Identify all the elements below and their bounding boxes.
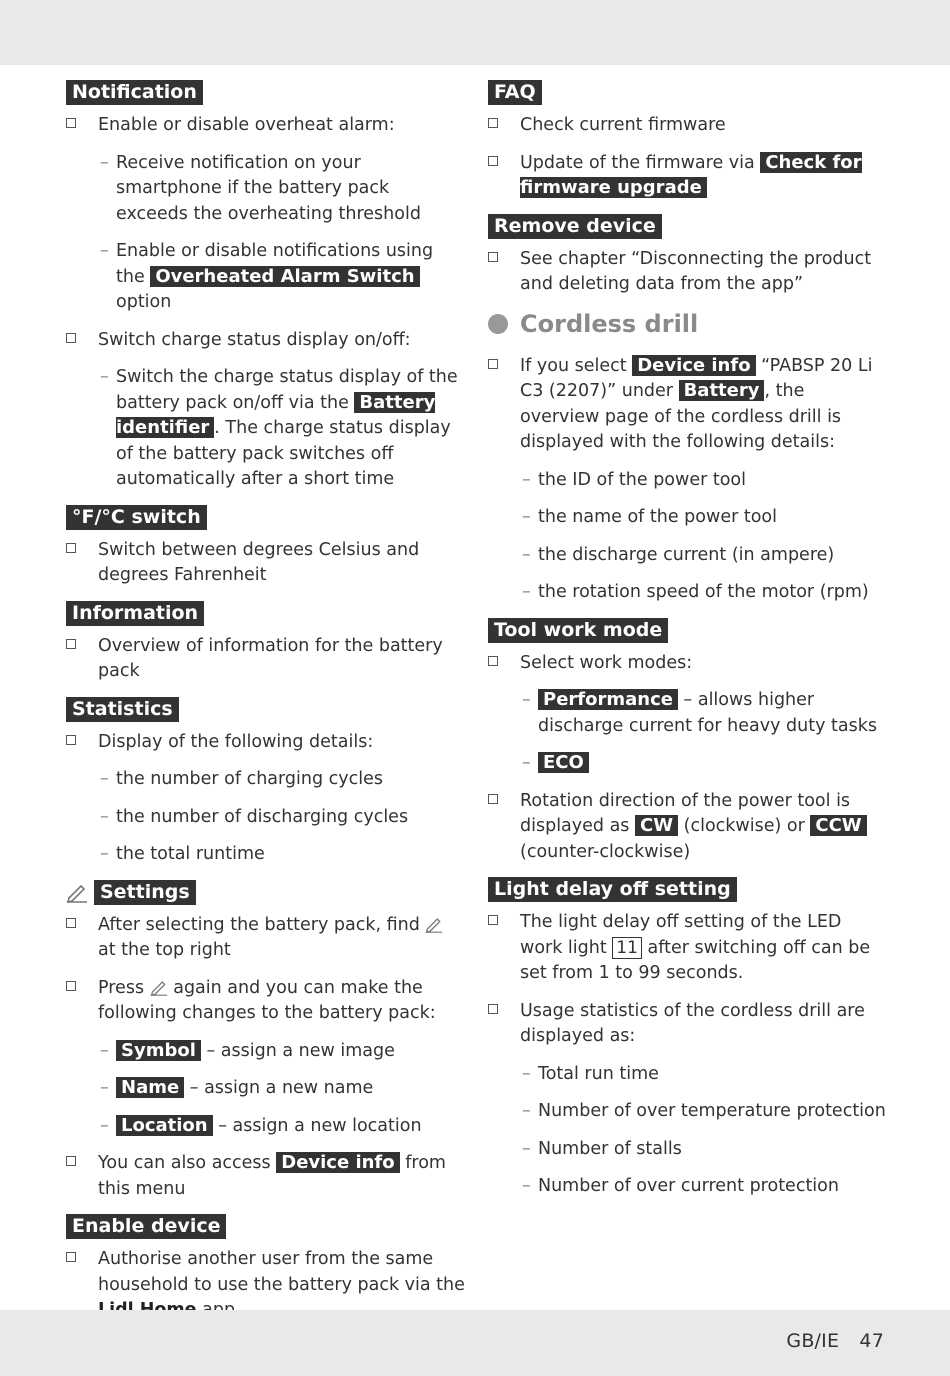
sub-item: – Symbol – assign a new image <box>66 1039 466 1065</box>
heading-light-delay: Light delay off setting <box>488 877 737 902</box>
dash-icon: – <box>100 806 109 827</box>
square-bullet-icon <box>488 252 498 262</box>
dash-icon: – <box>522 690 531 710</box>
pencil-icon <box>425 915 443 933</box>
square-bullet-icon <box>488 156 498 166</box>
sub-item: – the total runtime <box>66 842 466 868</box>
sub-item: – the name of the power tool <box>488 505 888 531</box>
square-bullet-icon <box>66 118 76 128</box>
bullet-item: The light delay off setting of the LED work light 11 after switching off can be set from 1 to 99 seconds. <box>488 910 888 987</box>
bullet-item: Update of the firmware via Check for firmware upgrade <box>488 151 888 202</box>
square-bullet-icon <box>66 735 76 745</box>
section-enable-device <box>66 1214 466 1324</box>
top-band <box>0 0 950 65</box>
section-information <box>66 601 466 685</box>
heading-information: Information <box>66 601 204 626</box>
tag-check-firmware-upgrade: Check for firmware upgrade <box>520 151 862 198</box>
bullet-item: Check current firmware <box>488 113 888 139</box>
tag-device-info: Device info <box>276 1152 399 1173</box>
dash-icon: – <box>100 152 109 173</box>
dash-icon: – <box>522 1101 531 1121</box>
dash-icon: – <box>100 1040 109 1061</box>
dash-icon: – <box>100 1115 109 1136</box>
heading-statistics: Statistics <box>66 697 179 722</box>
square-bullet-icon <box>66 333 76 343</box>
heading-settings: Settings <box>94 880 196 905</box>
tag-ccw: CCW <box>810 815 866 836</box>
sub-item: – Name – assign a new name <box>66 1076 466 1102</box>
heading-remove-device: Remove device <box>488 214 662 239</box>
square-bullet-icon <box>488 118 498 128</box>
section-faq <box>488 80 888 202</box>
cordless-drill-title-row <box>488 310 888 338</box>
square-bullet-icon <box>66 1156 76 1166</box>
section-cordless-drill <box>488 310 888 606</box>
square-bullet-icon <box>488 794 498 804</box>
pencil-icon <box>66 881 88 903</box>
square-bullet-icon <box>488 1004 498 1014</box>
bullet-item: Rotation direction of the power tool is displayed as CW (clockwise) or CCW (counter-clockwise) <box>488 789 888 866</box>
bullet-item: Overview of information for the battery pack <box>66 634 466 685</box>
sub-item: – Number of over temperature protection <box>488 1099 888 1125</box>
heading-faq: FAQ <box>488 80 542 105</box>
dash-icon: – <box>100 241 109 261</box>
square-bullet-icon <box>66 918 76 928</box>
square-bullet-icon <box>66 1252 76 1262</box>
sub-item: – the rotation speed of the motor (rpm) <box>488 580 888 606</box>
page-number: 47 <box>859 1330 884 1352</box>
footer-language: GB/IE <box>786 1330 840 1352</box>
part-number-box: 11 <box>612 937 642 959</box>
section-remove-device <box>488 214 888 298</box>
dash-icon: – <box>522 544 531 565</box>
dash-icon: – <box>522 469 531 490</box>
bullet-item: Switch between degrees Celsius and degrees Fahrenheit <box>66 538 466 589</box>
tag-performance: Performance <box>538 689 678 710</box>
section-light-delay <box>488 877 888 1200</box>
sub-item: – Enable or disable notifications using the Overheated Alarm Switch option <box>100 241 434 312</box>
sub-item: – the number of charging cycles <box>66 767 466 793</box>
bullet-item: Enable or disable overheat alarm: <box>66 113 466 139</box>
square-bullet-icon <box>66 639 76 649</box>
heading-enable-device: Enable device <box>66 1214 226 1239</box>
bullet-item: After selecting the battery pack, find at the top right <box>66 913 466 964</box>
heading-fc-switch: °F/°C switch <box>66 505 207 530</box>
sub-item: – Performance – allows higher discharge current for heavy duty tasks <box>522 689 877 736</box>
sub-item <box>488 751 888 777</box>
heading-notification: Notification <box>66 80 203 105</box>
right-column <box>488 80 888 1212</box>
dash-icon: – <box>100 769 109 789</box>
left-column <box>66 80 466 1336</box>
pencil-icon <box>150 978 168 996</box>
dash-icon: – <box>100 1078 109 1098</box>
tag-symbol: Symbol <box>116 1040 201 1061</box>
page-footer <box>786 1330 884 1352</box>
bullet-item: Press again and you can make the following changes to the battery pack: <box>66 976 466 1027</box>
heading-tool-work-mode: Tool work mode <box>488 618 668 643</box>
square-bullet-icon <box>66 981 76 991</box>
sub-item: – Switch the charge status display of the battery pack on/off via the Battery identifier . The charge status display of the battery pack switches off automatically after a short time <box>100 367 458 489</box>
section-notification <box>66 80 466 493</box>
tag-battery-identifier: Battery identifier <box>116 391 436 438</box>
sub-item: – Number of over current protection <box>488 1174 888 1200</box>
square-bullet-icon <box>66 543 76 553</box>
square-bullet-icon <box>488 915 498 925</box>
sub-item: – the discharge current (in ampere) <box>488 543 888 569</box>
sub-item: – Total run time <box>488 1062 888 1088</box>
dash-icon: – <box>522 582 531 602</box>
dash-icon: – <box>522 1176 531 1196</box>
dash-icon: – <box>522 1138 531 1159</box>
dash-icon: – <box>100 844 109 864</box>
bullet-item: Display of the following details: <box>66 730 466 756</box>
section-settings <box>66 880 466 1203</box>
sub-item: – Location – assign a new location <box>66 1114 466 1140</box>
sub-item: – Number of stalls <box>488 1137 888 1163</box>
bullet-item: If you select Device info “PABSP 20 Li C3 (2207)” under Battery , the overview page of the cordless drill is displayed with the following details: <box>488 354 888 456</box>
cordless-drill-title: Cordless drill <box>520 309 699 338</box>
bullet-item: Select work modes: <box>488 651 888 677</box>
bullet-item: See chapter “Disconnecting the product and deleting data from the app” <box>488 247 888 298</box>
circle-bullet-icon <box>488 314 508 334</box>
bullet-item: You can also access Device info from this menu <box>66 1151 466 1202</box>
section-fc-switch <box>66 505 466 589</box>
tag-name: Name <box>116 1077 184 1098</box>
tag-location: Location <box>116 1115 213 1136</box>
settings-heading-row <box>66 880 466 905</box>
dash-icon: – <box>100 367 109 387</box>
dash-icon: – <box>522 507 531 527</box>
section-tool-work-mode <box>488 618 888 866</box>
dash-icon: – <box>522 753 531 773</box>
section-statistics <box>66 697 466 868</box>
bullet-item: Usage statistics of the cordless drill are displayed as: <box>488 999 888 1050</box>
square-bullet-icon <box>488 359 498 369</box>
tag-eco: ECO <box>538 752 589 773</box>
sub-item: – the ID of the power tool <box>488 468 888 494</box>
bullet-item: Switch charge status display on/off: <box>66 328 466 354</box>
sub-item: – the number of discharging cycles <box>66 805 466 831</box>
sub-item: – Receive notification on your smartphone if the battery pack exceeds the overheating threshold <box>100 152 421 224</box>
tag-cw: CW <box>635 815 678 836</box>
square-bullet-icon <box>488 656 498 666</box>
dash-icon: – <box>522 1063 531 1084</box>
tag-device-info: Device info <box>632 355 755 376</box>
tag-battery: Battery <box>679 380 765 401</box>
bullet-item: Authorise another user from the same household to use the battery pack via the <box>66 1247 466 1324</box>
tag-overheated-alarm-switch: Overheated Alarm Switch <box>150 266 419 287</box>
